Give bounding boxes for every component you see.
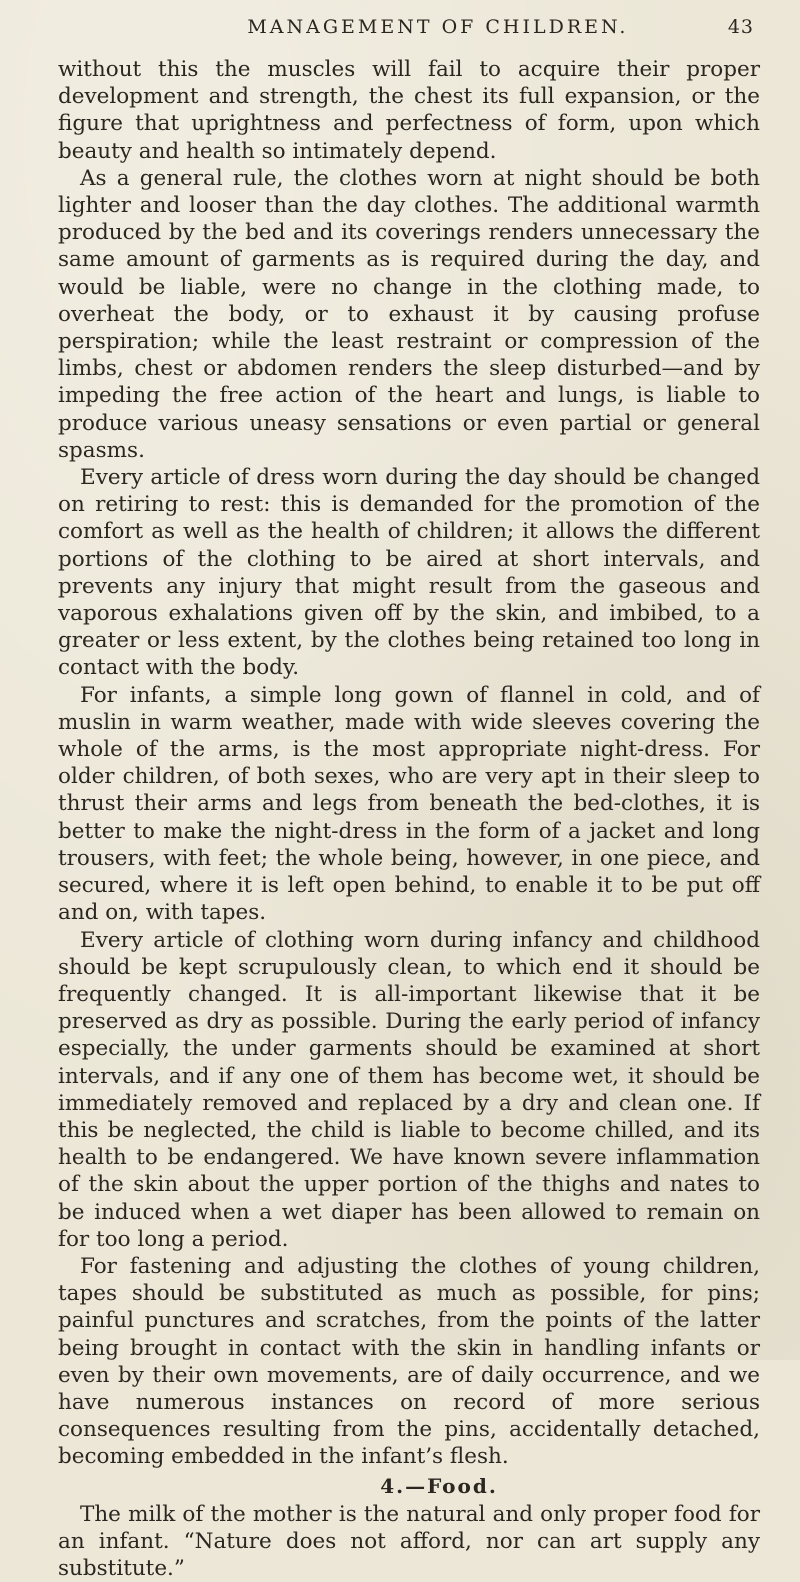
paragraph-night-clothes: As a general rule, the clothes worn at night should be both lighter and looser than the day clothes. The additional warmth produced by the bed and its coverings renders unnecessary the same amount of garments as is required during the day, and would be liable, were no change in the clothing made, to overheat the body, or to exhaust it by causing profuse perspiration; while the least restraint or compression of the limbs, chest or abdomen renders the sleep disturbed—and by impeding the free action of the heart and lungs, is liable to produce various uneasy sensations or even partial or general spasms. — [58, 165, 760, 463]
paragraph-food: The milk of the mother is the natural and only proper food for an infant. “Nature does not afford, nor can art supply any substitute.” — [58, 1501, 760, 1581]
paragraph-night-dress: For infants, a simple long gown of flannel in cold, and of muslin in warm weather, made with wide sleeves covering the whole of the arms, is the most appropriate night-dress. For older children, of both sexes, who are very apt in their sleep to thrust their arms and legs from beneath the bed-clothes, it is better to make the night-dress in the form of a jacket and long trousers, with feet; the whole being, however, in one piece, and secured, where it is left open behind, to enable it to be put off and on, with tapes. — [58, 682, 760, 926]
body-text — [58, 56, 760, 1582]
section-heading-food: 4.—Food. — [380, 1473, 498, 1498]
running-head — [58, 16, 760, 56]
running-title: MANAGEMENT OF CHILDREN. — [247, 16, 629, 38]
paragraph-continuation: without this the muscles will fail to acquire their proper development and strength, the chest its full expansion, or the figure that uprightness and perfectness of form, upon which beauty and health so intimately depend. — [58, 57, 760, 164]
paragraph-fastening: For fastening and adjusting the clothes of young children, tapes should be substituted as much as possible, for pins; painful punctures and scratches, from the points of the latter being brought in contact with the skin in handling infants or even by their own movements, are of daily occurrence, and we have numerous instances on record of more serious consequences resulting from the pins, accidentally detached, becoming embedded in the infant’s flesh. — [58, 1253, 760, 1470]
paragraph-changing-dress: Every article of dress worn during the day should be changed on retiring to rest: this is demanded for the promotion of the comfort as well as the health of children; it allows the different portions of the clothing to be aired at short intervals, and prevents any injury that might result from the gaseous and vaporous exhalations given off by the skin, and imbibed, to a greater or less extent, by the clothes being retained too long in contact with the body. — [58, 465, 760, 681]
paragraph-cleanliness: Every article of clothing worn during infancy and childhood should be kept scrupulously clean, to which end it should be frequently changed. It is all-important likewise that it be preserved as dry as possible. During the early period of infancy especially, the under garments should be examined at short intervals, and if any one of them has become wet, it should be immediately removed and replaced by a dry and clean one. If this be neglected, the child is liable to become chilled, and its health to be endangered. We have known severe inflammation of the skin about the upper portion of the thighs and nates to be induced when a wet diaper has been allowed to remain on for too long a period. — [58, 927, 760, 1252]
page-number: 43 — [727, 16, 754, 38]
